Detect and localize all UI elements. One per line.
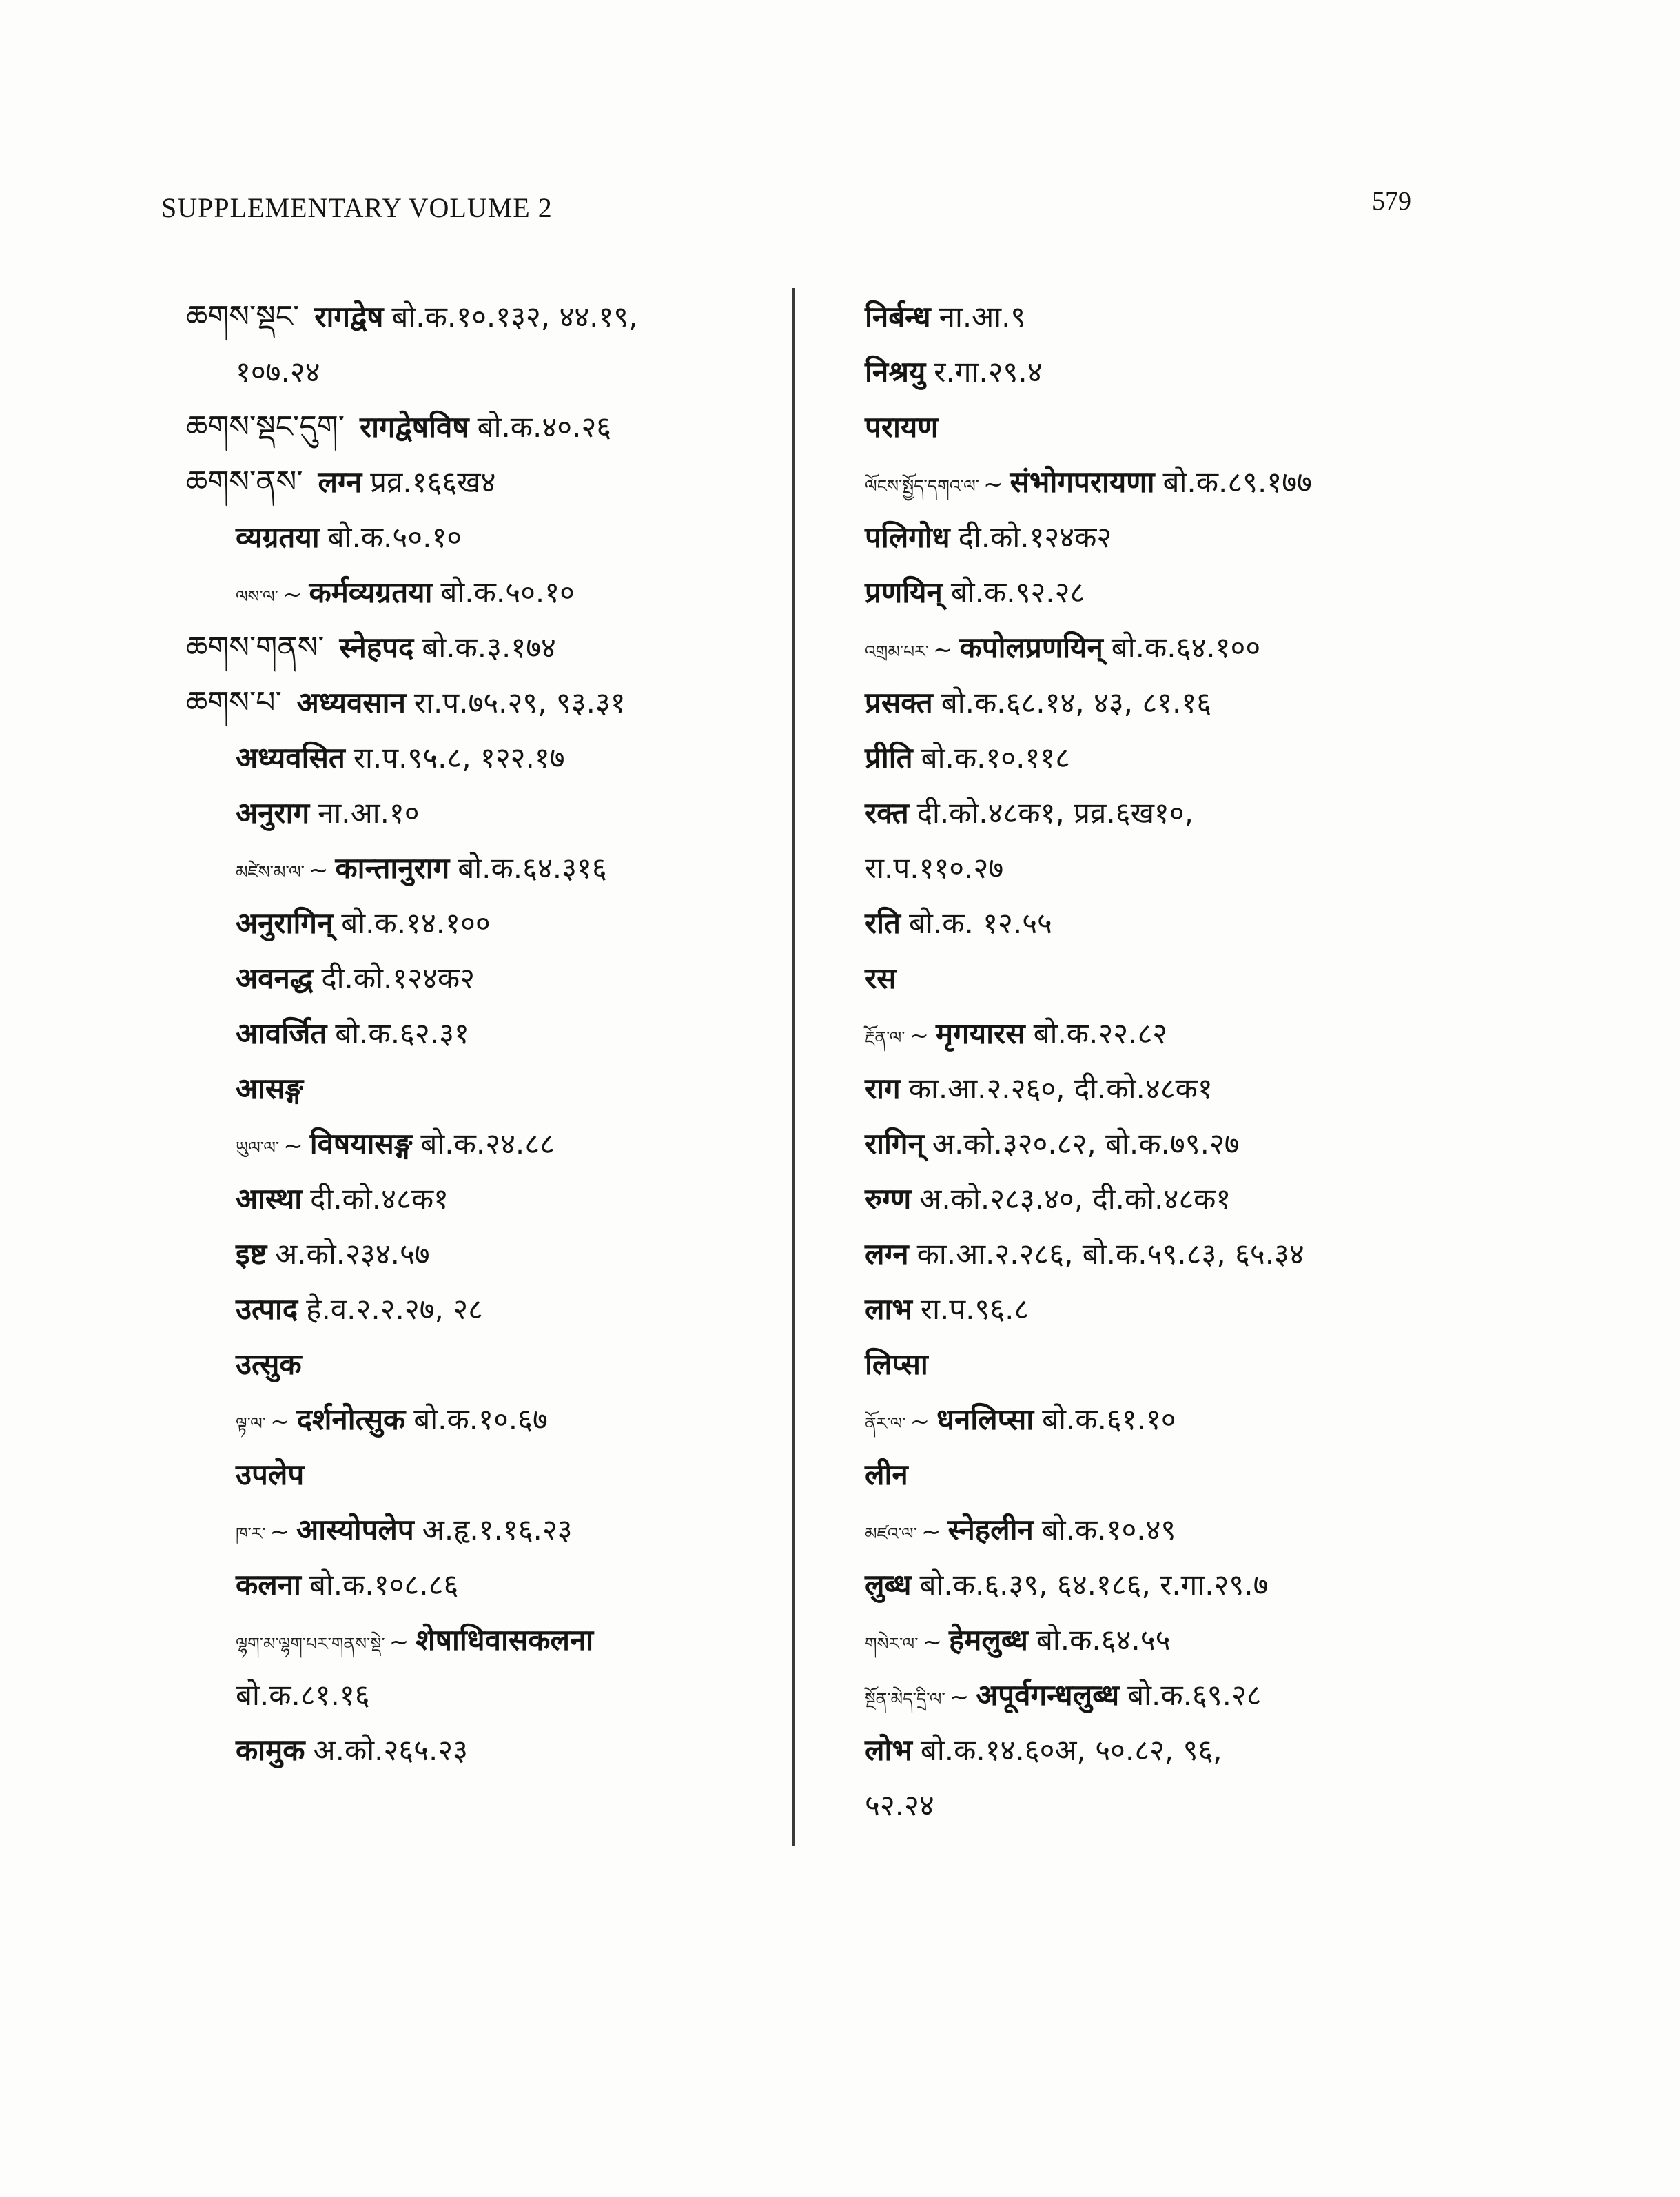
sanskrit-subentry [186,1557,779,1613]
source-reference: बो.क.५०.१० [327,520,462,554]
tibetan-term: ལྟ་ལ་ [236,1413,267,1433]
sanskrit-headword: हेमलुब्ध [948,1623,1028,1657]
tibetan-term: ནོར་ལ་ [865,1413,906,1433]
tibetan-term: ལས་ལ་ [236,586,278,606]
sanskrit-headword: प्रीति [865,741,913,775]
sanskrit-headword: उत्सुक [236,1347,302,1381]
sanskrit-headword: रुग्ण [865,1182,912,1216]
source-reference: बो.क.८९.१७७ [1162,465,1312,499]
tilde-mark: ~ [910,1408,930,1435]
source-reference: बो.क.६४.५५ [1036,1623,1171,1657]
sanskrit-headword: लग्न [318,465,362,499]
source-reference: बो.क.६१.१० [1042,1402,1176,1436]
running-head: SUPPLEMENTARY VOLUME 2 [161,192,553,223]
compound-entry [865,1502,1485,1557]
sanskrit-headword: आवर्जित [236,1016,327,1050]
source-reference: बो.क.१०८.८६ [309,1568,459,1602]
source-reference: बो.क.१०.१३२, ४४.१९, [391,300,638,334]
sanskrit-subentry [186,1337,779,1392]
sanskrit-headword: धनलिप्सा [936,1402,1034,1436]
sanskrit-subentry [865,565,1485,620]
sanskrit-headword: विषयासङ्ग [309,1127,413,1161]
sanskrit-headword: कान्तानुराग [335,851,450,885]
source-reference: बो.क.१०.६७ [413,1402,548,1436]
compound-entry [186,1502,779,1557]
sanskrit-headword: रक्त [865,796,909,830]
sanskrit-headword: अपूर्वगन्धलुब्ध [976,1678,1120,1712]
source-reference: अ.को.२६५.२३ [313,1733,468,1767]
source-reference: बो.क.१४.६०अ, ५०.८२, ९६, [920,1733,1222,1767]
tilde-mark: ~ [922,1628,942,1656]
sanskrit-subentry [186,1006,779,1061]
tilde-mark: ~ [270,1408,290,1435]
source-reference: बो.क.१४.१०० [341,906,491,940]
sanskrit-subentry [865,1723,1485,1778]
source-reference: दी.को.१२४क२ [321,961,475,995]
sanskrit-headword: लिप्सा [865,1347,928,1381]
sanskrit-headword: राग [865,1072,901,1105]
tibetan-term: སྔོན་མེད་དྲི་ལ་ [865,1689,945,1709]
sanskrit-headword: प्रणयिन् [865,575,943,609]
source-reference: र.गा.२९.४ [934,355,1043,389]
source-reference: बो.क.६८.१४, ४३, ८१.१६ [941,686,1212,719]
sanskrit-headword: कलना [236,1568,301,1602]
sanskrit-headword: लाभ [865,1292,912,1326]
source-reference: बो.क.६४.३१६ [458,851,607,885]
sanskrit-headword: व्यग्रतया [236,520,320,554]
sanskrit-subentry [186,951,779,1006]
sanskrit-subentry [865,675,1485,730]
source-reference: १०७.२४ [236,355,320,389]
sanskrit-subentry [186,1061,779,1116]
source-reference: बो.क.३.१७४ [422,631,556,664]
tibetan-term: ཆགས་སྡང་དུག་ [186,409,345,444]
sanskrit-subentry [865,400,1485,455]
tilde-mark: ~ [283,1132,303,1160]
tibetan-entry [186,400,779,455]
tibetan-term: ལྷག་མ་ལྷག་པར་གནས་སྡེ་ [236,1634,385,1654]
tilde-mark: ~ [389,1628,409,1656]
source-reference: दी.को.४८क१ [310,1182,449,1216]
tilde-mark: ~ [308,857,329,884]
sanskrit-headword: स्नेहपद [339,631,414,664]
right-column [865,289,1485,1833]
page-header [161,187,1411,233]
source-reference: बो.क.६९.२८ [1127,1678,1262,1712]
sanskrit-headword: उपलेप [236,1458,305,1491]
compound-entry [186,1116,779,1172]
sanskrit-headword: दर्शनोत्सुक [296,1402,406,1436]
sanskrit-headword: संभोगपरायणा [1010,465,1155,499]
tibetan-term: ཆགས་སྡང་ [186,299,300,334]
tibetan-entry [186,620,779,675]
source-reference: बो.क.६.३९, ६४.१८६, र.गा.२९.७ [919,1568,1269,1602]
source-reference: बो.क.५०.१० [440,575,575,609]
sanskrit-headword: रागद्वेष [314,300,384,334]
sanskrit-headword: कर्मव्यग्रतया [309,575,433,609]
source-reference: रा.प.९६.८ [920,1292,1029,1326]
sanskrit-subentry [865,345,1485,400]
sanskrit-subentry [865,1557,1485,1613]
source-reference: अ.को.२३४.५७ [275,1237,430,1271]
sanskrit-subentry [186,1172,779,1227]
source-reference: ना.आ.९ [939,300,1026,334]
sanskrit-headword: परायण [865,410,939,444]
sanskrit-headword: शेषाधिवासकलना [416,1623,594,1657]
source-reference: बो.क. १२.५५ [909,906,1052,940]
sanskrit-headword: अध्यवसित [236,741,345,775]
source-reference: अ.को.२८३.४०, दी.को.४८क१ [919,1182,1231,1216]
sanskrit-subentry [186,1447,779,1502]
compound-entry [865,1668,1485,1723]
sanskrit-subentry [186,1668,779,1723]
sanskrit-headword: पलिगोध [865,520,950,554]
tilde-mark: ~ [949,1684,970,1711]
source-reference: अ.हृ.१.१६.२३ [422,1513,573,1546]
sanskrit-subentry [865,289,1485,345]
source-reference: दी.को.१२४क२ [958,520,1112,554]
source-reference: रा.प.११०.२७ [865,851,1004,885]
compound-entry [865,620,1485,675]
tibetan-term: མཛའ་ལ་ [865,1524,917,1544]
source-reference: दी.को.४८क१, प्रव्र.६ख१०, [916,796,1194,830]
sanskrit-subentry [865,1282,1485,1337]
tilde-mark: ~ [909,1022,930,1050]
source-reference: बो.क.२२.८२ [1033,1016,1168,1050]
source-reference: रा.प.९५.८, १२२.१७ [353,741,565,775]
compound-entry [865,455,1485,510]
tilde-mark: ~ [921,1518,941,1546]
sanskrit-subentry [865,1061,1485,1116]
sanskrit-subentry [186,1282,779,1337]
source-reference: बो.क.६४.१०० [1111,631,1261,664]
sanskrit-headword: अनुरागिन् [236,906,334,940]
source-reference: बो.क.६२.३१ [335,1016,469,1050]
left-column [186,289,779,1778]
sanskrit-headword: कपोलप्रणयिन् [959,631,1103,664]
sanskrit-headword: अध्यवसान [296,686,406,719]
tilde-mark: ~ [983,471,1003,498]
sanskrit-subentry [186,786,779,841]
compound-entry [865,1613,1485,1668]
column-divider [792,288,795,1846]
sanskrit-headword: आसङ्ग [236,1072,303,1105]
tibetan-entry [186,675,779,730]
source-reference: ना.आ.१० [318,796,420,830]
sanskrit-subentry [186,896,779,951]
source-reference: बो.क.४०.२६ [477,410,612,444]
sanskrit-headword: रस [865,961,897,995]
page-number: 579 [1372,187,1411,216]
sanskrit-subentry [865,510,1485,565]
sanskrit-headword: लग्न [865,1237,909,1271]
sanskrit-headword: आस्योपलेप [296,1513,414,1546]
tibetan-term: རྔོན་ལ་ [865,1028,905,1048]
sanskrit-subentry [865,730,1485,786]
sanskrit-subentry [865,1172,1485,1227]
source-reference: हे.व.२.२.२७, २८ [306,1292,483,1326]
tibetan-term: མཛེས་མ་ལ་ [236,862,305,882]
sanskrit-subentry [865,1116,1485,1172]
sanskrit-headword: रागिन् [865,1127,924,1161]
sanskrit-headword: लुब्ध [865,1568,912,1602]
tibetan-term: ལོངས་སྤྱོད་དགའ་ལ་ [865,476,980,496]
tibetan-term: ཆགས་གནས་ [186,630,325,665]
sanskrit-subentry [865,951,1485,1006]
source-reference: बो.क.९२.२८ [950,575,1085,609]
tilde-mark: ~ [269,1518,290,1546]
sanskrit-headword: निश्रयु [865,355,926,389]
sanskrit-headword: लीन [865,1458,908,1491]
sanskrit-headword: स्नेहलीन [947,1513,1034,1546]
source-reference: रा.प.७५.२९, ९३.३१ [413,686,626,719]
tibetan-term: ཁ་ར་ [236,1524,266,1544]
sanskrit-headword: लोभ [865,1733,912,1767]
tilde-mark: ~ [282,581,303,609]
source-reference: बो.क.१०.४९ [1041,1513,1176,1546]
source-reference: प्रव्र.१६६ख४ [370,465,496,499]
sanskrit-headword: कामुक [236,1733,305,1767]
compound-entry [186,1613,779,1668]
sanskrit-headword: अनुराग [236,796,310,830]
sanskrit-subentry [865,1447,1485,1502]
sanskrit-headword: अवनद्ध [236,961,314,995]
source-reference: ५२.२४ [865,1788,934,1822]
tibetan-entry [186,289,779,345]
compound-entry [186,565,779,620]
source-reference: अ.को.३२०.८२, बो.क.७९.२७ [932,1127,1240,1161]
sanskrit-headword: उत्पाद [236,1292,298,1326]
sanskrit-subentry [865,1337,1485,1392]
sanskrit-headword: प्रसक्त [865,686,933,719]
entry-continuation [186,345,779,400]
source-reference: का.आ.२.२६०, दी.को.४८क१ [908,1072,1213,1105]
source-reference: बो.क.२४.८८ [420,1127,555,1161]
sanskrit-headword: मृगयारस [936,1016,1025,1050]
sanskrit-headword: रति [865,906,901,940]
sanskrit-subentry [865,786,1485,841]
sanskrit-subentry [186,510,779,565]
tibetan-term: འགྲམ་པར་ [865,642,930,662]
source-reference: का.आ.२.२८६, बो.क.५९.८३, ६५.३४ [916,1237,1304,1271]
sanskrit-subentry [865,1227,1485,1282]
compound-entry [865,1392,1485,1447]
source-reference: बो.क.८१.१६ [236,1678,370,1712]
tilde-mark: ~ [933,636,953,664]
tibetan-term: ཆགས་པ་ [186,685,282,720]
sanskrit-headword: इष्ट [236,1237,267,1271]
sanskrit-subentry [865,1778,1485,1833]
compound-entry [186,1392,779,1447]
tibetan-term: ཡུལ་ལ་ [236,1138,280,1158]
tibetan-entry [186,455,779,510]
sanskrit-headword: आस्था [236,1182,303,1216]
tibetan-term: ཆགས་ནས་ [186,464,303,500]
compound-entry [865,1006,1485,1061]
sanskrit-subentry [865,896,1485,951]
sanskrit-subentry [186,1227,779,1282]
sanskrit-headword: रागद्वेषविष [359,410,469,444]
sanskrit-subentry [186,730,779,786]
tibetan-term: གསེར་ལ་ [865,1634,919,1654]
sanskrit-subentry [865,841,1485,896]
sanskrit-subentry [186,1723,779,1778]
compound-entry [186,841,779,896]
source-reference: बो.क.१०.११८ [921,741,1070,775]
sanskrit-headword: निर्बन्ध [865,300,931,334]
